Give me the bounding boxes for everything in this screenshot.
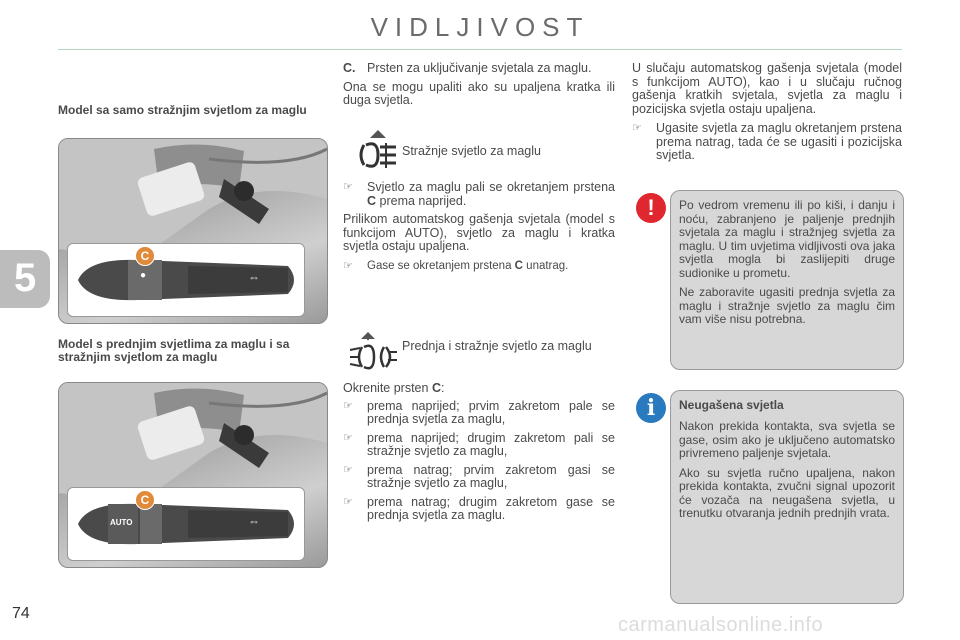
front-rear-fog-light-icon xyxy=(348,330,398,374)
stalk-photo-front-rear-fog xyxy=(58,382,328,568)
bullet-marker: ☞ xyxy=(632,122,642,134)
heading-front-rear-fog-model: Model s prednjim svjetlima za maglu i sa stražnjim svjetlom za maglu xyxy=(58,337,290,364)
stalk-detail-inset xyxy=(67,487,305,561)
stalk-detail-drawing xyxy=(68,488,304,560)
info-text-2: Ako su svjetla ručno upaljena, nakon prekida kontakta, zvučni signal upozorit će vozača na neugašena svjetla, u trenutku otvaranja jednih prednjih vrata. xyxy=(679,465,895,520)
page-number: 74 xyxy=(12,605,30,622)
ring-c-marker: C xyxy=(135,490,155,510)
chapter-number: 5 xyxy=(14,256,37,300)
turn-step-1: ☞ prema naprijed; prvim zakretom pale se prednja svjetla za maglu, xyxy=(343,398,615,426)
stalk-detail-drawing xyxy=(68,244,304,316)
middle-column-turn xyxy=(343,382,615,528)
stalk-detail-inset xyxy=(67,243,305,317)
rear-fog-caption: Stražnje svjetlo za maglu xyxy=(402,144,541,158)
turn-step-4: ☞ prema natrag; drugim zakretom gase se prednja svjetla za maglu. xyxy=(343,494,615,522)
bullet-marker: ☞ xyxy=(343,259,353,272)
warning-box xyxy=(670,190,904,370)
bullet-rear-fog-on: ☞ Svjetlo za maglu pali se okretanjem prstena C prema naprijed. xyxy=(343,180,615,208)
bullet-switch-off-fog: ☞ Ugasite svjetla za maglu okretanjem prstena prema natrag, tada će se ugasiti i pozicijska svjetla. xyxy=(632,121,902,162)
warning-text-1: Po vedrom vremenu ili po kiši, i danju i noću, zabranjeno je paljenje prednjih svjetala za maglu i stražnjeg svjetla za maglu. U tim uvjetima vidljivosti ova jaka svjetla mogla bi zaslijepiti druge sudionike u prometu. xyxy=(679,198,895,280)
rear-fog-light-icon xyxy=(356,128,400,172)
bullet-rear-fog-off: ☞ Gase se okretanjem prstena C unatrag. xyxy=(343,259,569,272)
heading-rear-fog-model: Model sa samo stražnjim svjetlom za maglu xyxy=(58,103,307,117)
turn-ring-intro: Okrenite prsten C: xyxy=(343,381,445,395)
info-icon: i xyxy=(636,393,666,423)
manual-off-paragraph: U slučaju automatskog gašenja svjetala (model s funkcijom AUTO), kao i u slučaju ručnog gašenja kratkih svjetala, svjetla za maglu i pozicijska svjetla ostaju upaljena. xyxy=(632,61,902,116)
auto-label: AUTO xyxy=(110,518,133,527)
stalk-symbol: ● xyxy=(140,270,147,281)
ring-c-marker: C xyxy=(135,246,155,266)
stalk-arrow-symbol: ⇔ xyxy=(248,514,260,528)
middle-column-rear-fog xyxy=(343,181,615,278)
right-column-top xyxy=(632,62,902,168)
stalk-photo-rear-fog xyxy=(58,138,328,324)
rear-fog-symbol xyxy=(356,128,400,177)
ring-c-definition xyxy=(343,62,615,76)
c-label: C. xyxy=(343,61,356,75)
auto-off-paragraph: Prilikom automatskog gašenja svjetala (model s funkcijom AUTO), svjetlo za maglu i kratka svjetla ostaju upaljena. xyxy=(343,212,615,253)
turn-step-2: ☞ prema naprijed; drugim zakretom pali se stražnje svjetlo za maglu, xyxy=(343,430,615,458)
watermark: carmanualsonline.info xyxy=(618,614,824,636)
stalk-arrow-symbol: ⇔ xyxy=(248,270,260,284)
info-box xyxy=(670,390,904,604)
bullet-marker: ☞ xyxy=(343,463,353,476)
warning-text-2: Ne zaboravite ugasiti prednja svjetla za maglu i stražnje svjetlo za maglu čim vam više nisu potrebna. xyxy=(679,285,895,326)
c-text: Prsten za uključivanje svjetala za maglu. xyxy=(367,61,592,75)
turn-step-3: ☞ prema natrag; prvim zakretom gasi se stražnje svjetlo za maglu, xyxy=(343,462,615,490)
info-heading: Neugašena svjetla xyxy=(679,398,784,412)
chapter-tab xyxy=(0,250,50,308)
intro-paragraph: Ona se mogu upaliti ako su upaljena kratka ili duga svjetla. xyxy=(343,79,615,107)
middle-column-top xyxy=(343,62,615,114)
bullet-marker: ☞ xyxy=(343,431,353,444)
bullet-marker: ☞ xyxy=(343,495,353,508)
page-title: VIDLJIVOST xyxy=(370,12,590,42)
front-rear-fog-symbol xyxy=(348,330,398,379)
bullet-marker: ☞ xyxy=(343,399,353,412)
info-text-1: Nakon prekida kontakta, sva svjetla se gase, osim ako je uključeno automatsko privremeno paljenje svjetala. xyxy=(679,419,895,460)
bullet-marker: ☞ xyxy=(343,181,353,193)
header-rule xyxy=(58,49,902,50)
warning-icon: ! xyxy=(636,193,666,223)
front-rear-fog-caption: Prednja i stražnje svjetlo za maglu xyxy=(402,339,592,353)
